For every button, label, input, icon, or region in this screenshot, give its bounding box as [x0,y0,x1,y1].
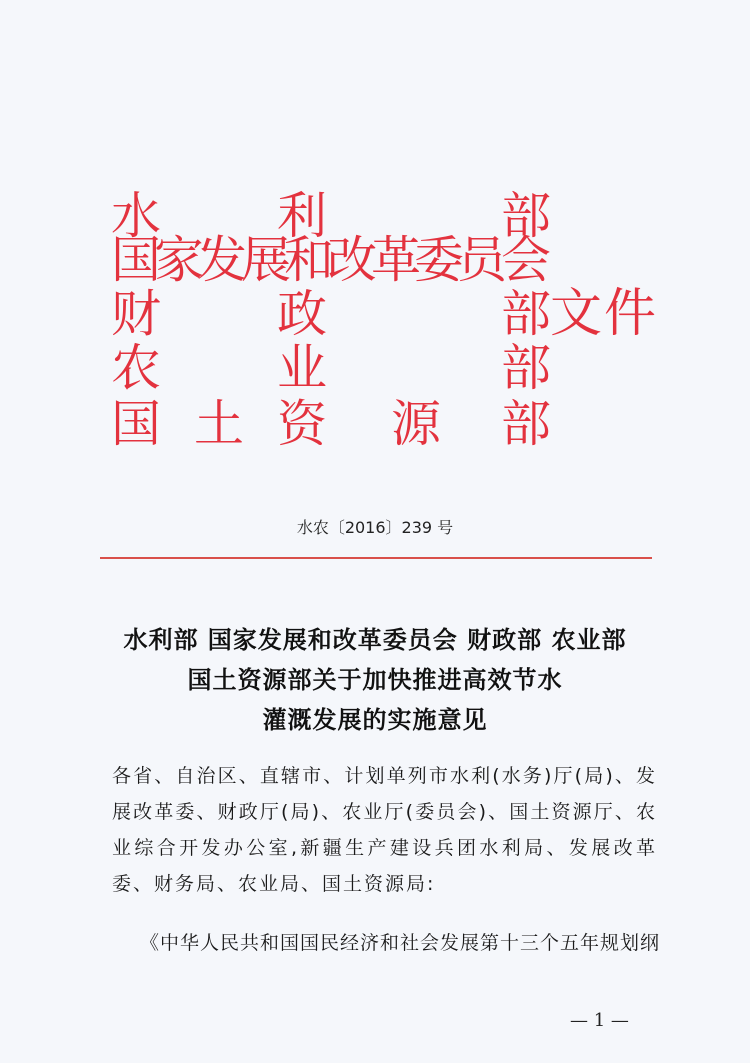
header-row-ndrc [108,232,668,288]
header-char: 利 [277,187,327,245]
page-number: — 1 — [570,1010,629,1031]
header-row-finance [108,286,668,342]
header-char: 和 [284,231,334,289]
header-char: 部 [501,395,551,453]
title-line-1: 水利部 国家发展和改革委员会 财政部 农业部 [123,626,627,654]
document-number: 水农〔2016〕239 号 [296,518,454,537]
document-suffix: 文件 [550,284,659,344]
header-char: 部 [501,187,551,245]
header-char: 源 [391,395,441,453]
header-char: 水 [111,187,161,245]
header-char: 员 [457,231,507,289]
header-char: 部 [501,285,551,343]
header-char: 农 [111,339,161,397]
header-char: 政 [277,285,327,343]
header-char: 国 [111,395,161,453]
header-char: 家 [154,231,204,289]
header-char: 资 [277,395,327,453]
header-char: 土 [194,395,244,453]
header-char: 改 [327,231,377,289]
title-line-3: 灌溉发展的实施意见 [262,706,488,734]
header-char: 会 [501,231,551,289]
header-char: 委 [414,231,464,289]
title-line-2: 国土资源部关于加快推进高效节水 [187,666,563,694]
header-row-agriculture [108,340,668,396]
body-first-line: 《中华人民共和国国民经济和社会发展第十三个五年规划纲 [140,932,661,954]
header-row-land-resources [108,396,668,452]
red-separator-line [100,557,652,559]
header-char: 革 [371,231,421,289]
header-char: 财 [111,285,161,343]
header-char: 业 [277,339,327,397]
header-char: 部 [501,339,551,397]
issuing-authorities-header [0,0,750,480]
header-char: 发 [197,231,247,289]
header-char: 展 [241,231,291,289]
header-char: 国 [111,231,161,289]
addressee-paragraph: 各省、自治区、直辖市、计划单列市水利(水务)厅(局)、发展改革委、财政厅(局)、农业厅(委员会)、国土资源厅、农业综合开发办公室,新疆生产建设兵团水利局、发展改革委、财务局、农业局、国土资源局: [112,765,657,895]
